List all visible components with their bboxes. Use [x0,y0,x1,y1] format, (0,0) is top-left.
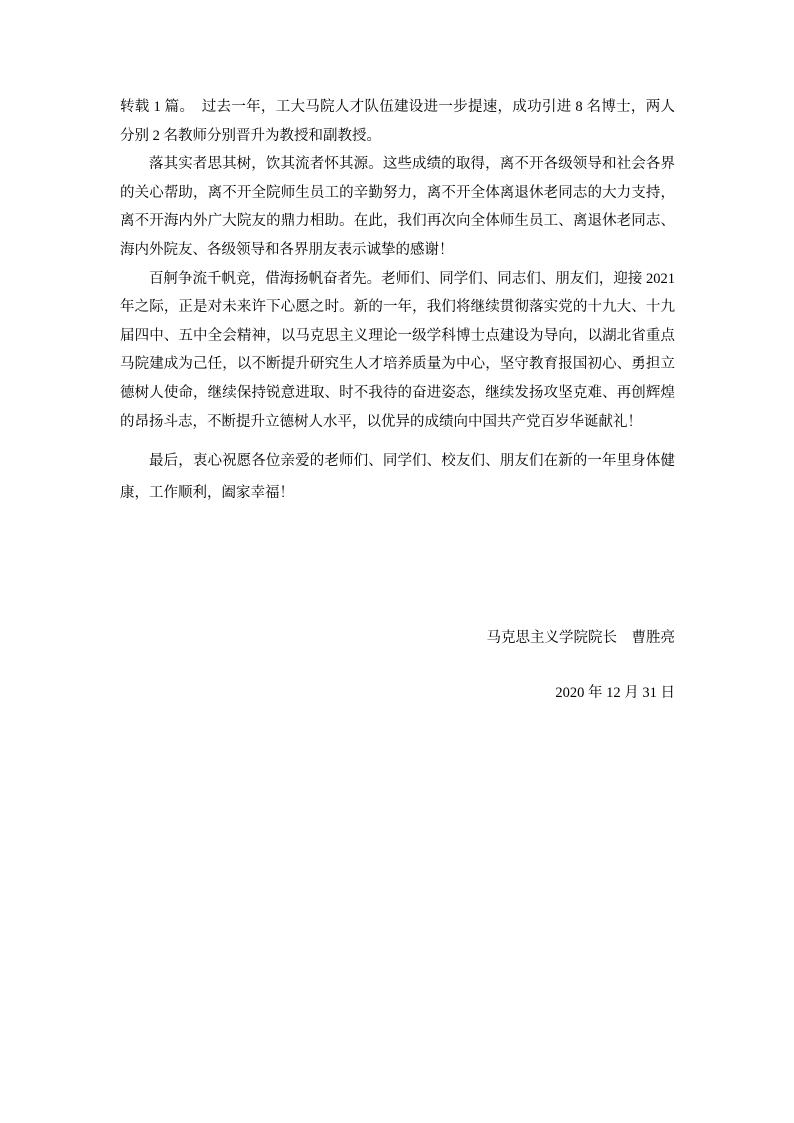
paragraph-continuation: 转载 1 篇。 过去一年，工大马院人才队伍建设进一步提速，成功引进 8 名博士，两人分别 2 名教师分别晋升为教授和副教授。 [120,99,675,144]
paragraph-new-year-outlook: 百舸争流千帆竞，借海扬帆奋者先。老师们、同学们、同志们、朋友们，迎接 2021 年之际，正是对未来许下心愿之时。新的一年，我们将继续贯彻落实党的十九大、十九届四中、五中全会精神，以马克思主义理论一级学科博士点建设为导向，以湖北省重点马院建成为己任，以不断提升研究生人才培养质量为中心，坚守教育报国初心、勇担立德树人使命，继续保持锐意进取、时不我待的奋进姿态，继续发扬攻坚克难、再创辉煌的昂扬斗志，不断提升立德树人水平，以优异的成绩向中国共产党百岁华诞献礼！ [120,270,675,430]
date-line: 2020 年 12 月 31 日 [555,684,675,701]
letter-body [120,93,675,707]
signature-line: 马克思主义学院院长 曹胜亮 [486,630,675,647]
paragraph-thanks: 落其实者思其树，饮其流者怀其源。这些成绩的取得，离不开各级领导和社会各界的关心帮助，离不开全院师生员工的辛勤努力，离不开全体离退休老同志的大力支持，离不开海内外广大院友的鼎力相助。在此，我们再次向全体师生员工、离退休老同志、海内外院友、各级领导和各界朋友表示诚挚的感谢！ [120,156,675,258]
paragraph-wishes: 最后，衷心祝愿各位亲爱的老师们、同学们、校友们、朋友们在新的一年里身体健康，工作顺利，阖家幸福！ [120,453,675,502]
